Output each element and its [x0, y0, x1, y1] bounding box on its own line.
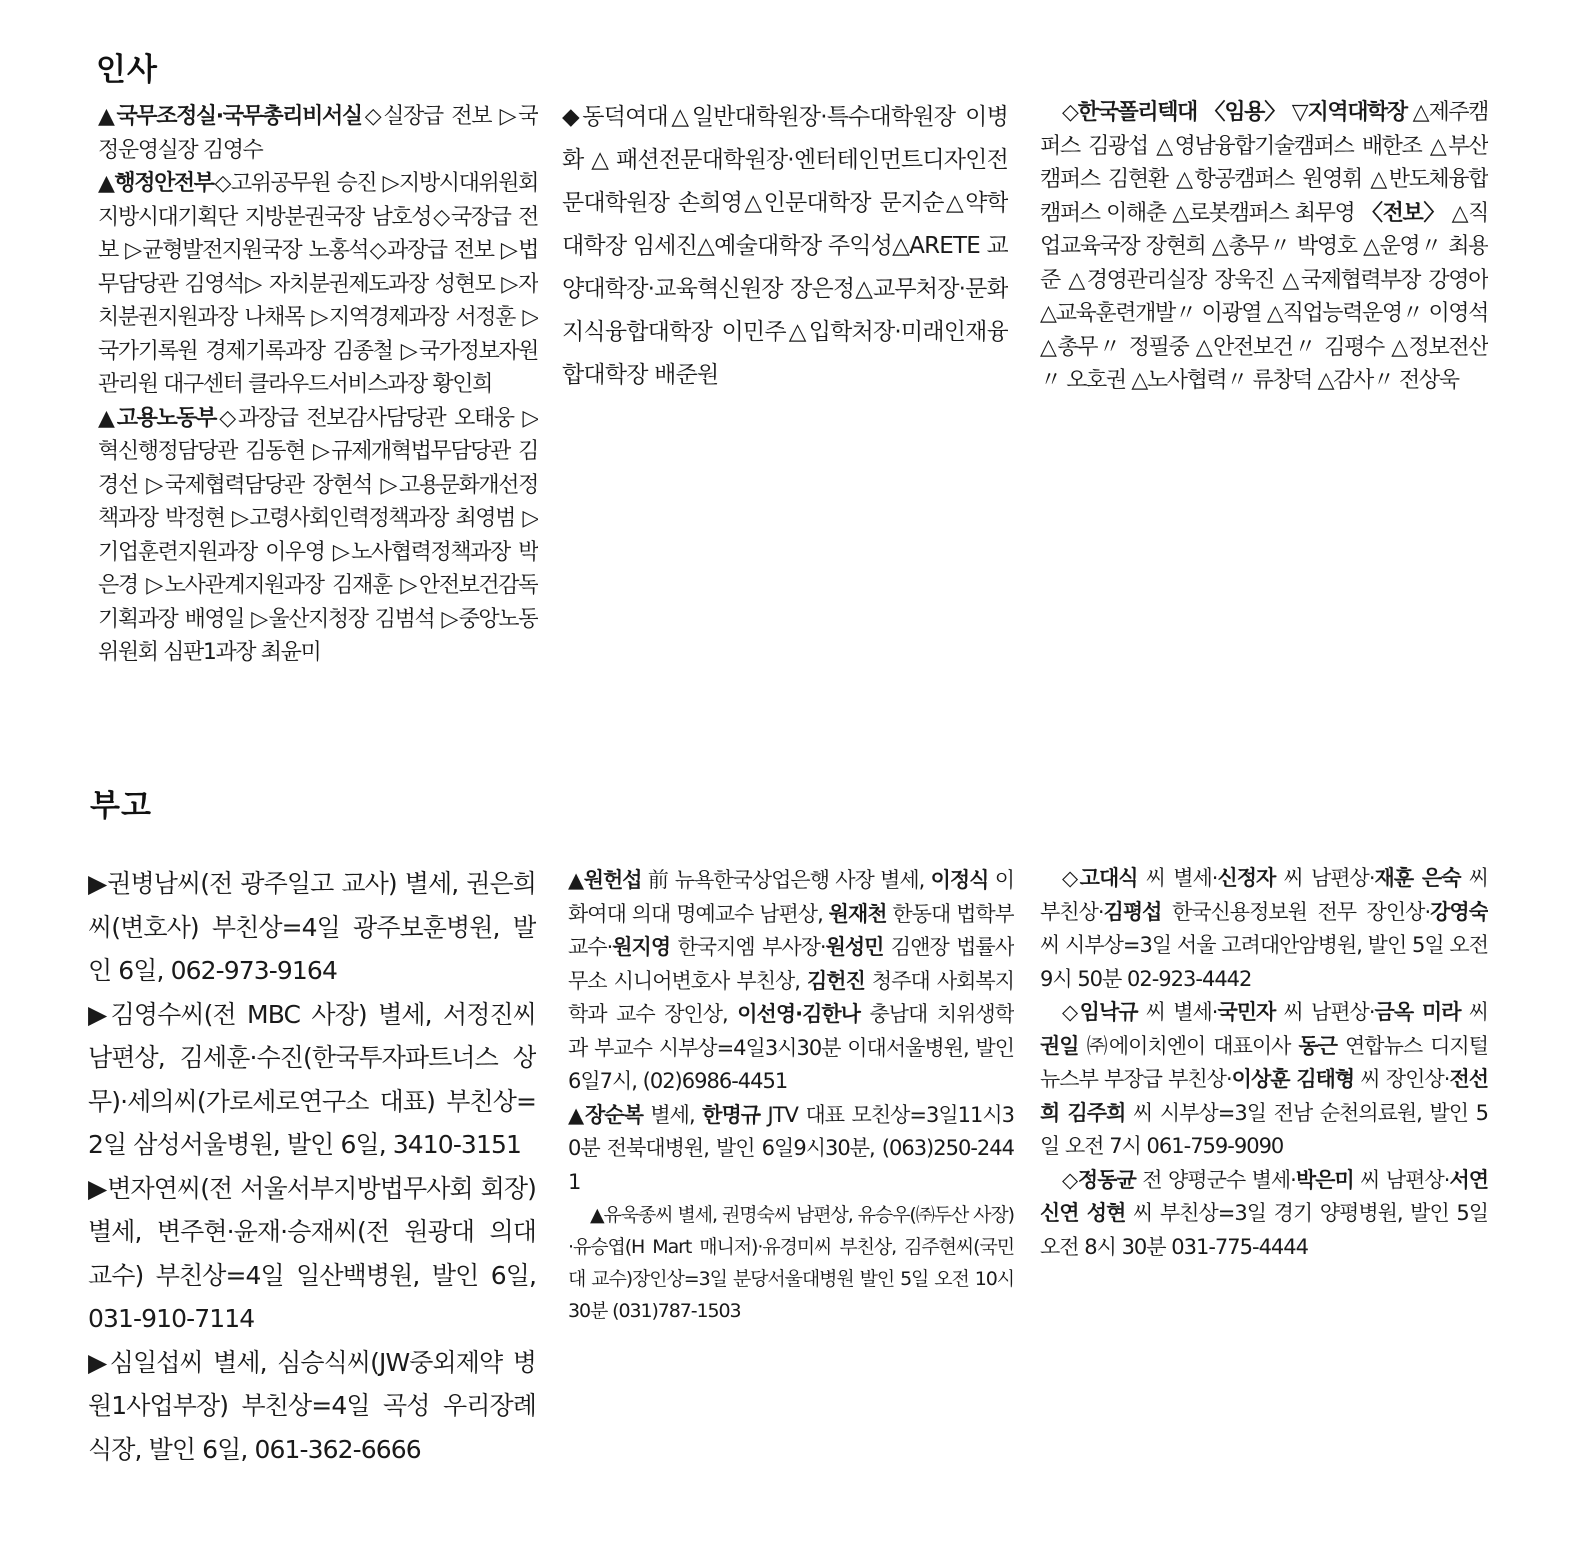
insa-entry [98, 402, 538, 670]
bugo-entry [568, 864, 1014, 1099]
bugo-entry: ▶변자연씨(전 서울서부지방법무사회 회장) 별세, 변주현·윤재·승재씨(전 원광대 의대 교수) 부친상=4일 일산백병원, 발인 6일, 031-910-7114 [88, 1173, 536, 1333]
bugo-entry: ▶권병남씨(전 광주일고 교사) 별세, 권은희씨(변호사) 부친상=4일 광주보훈병원, 발인 6일, 062-973-9164 [88, 869, 536, 985]
insa-org: ▲고용노동부 [98, 405, 216, 431]
bugo-name: 이정식 [930, 868, 989, 892]
bugo-entry [1040, 1164, 1488, 1265]
bugo-name: 재훈 은숙 [1374, 866, 1461, 890]
bugo-name: 김평섭 [1103, 899, 1162, 924]
bugo-name: 원지영 [612, 935, 671, 959]
bugo-text: 씨 [1460, 1000, 1488, 1024]
bugo-name: 권일 [1040, 1033, 1079, 1058]
bugo-entry [1040, 996, 1488, 1164]
insa-body: △직업교육국장 장현희 △총무〃 박영호 △운영〃 최용준 △경영관리실장 장욱진 △국제협력부장 강영아 △교육훈련개발〃 이광열 △직업능력운영〃 이영석 △총무〃 정필중 △안전보건〃 김평수 △정보전산〃 오호권 △노사협력〃 류창덕 △감사〃 전상욱 [1040, 200, 1488, 393]
bugo-name: 국민자 [1217, 1000, 1276, 1024]
bugo-entry: ▲유욱종씨 별세, 권명숙씨 남편상, 유승우(㈜두산 사장)·유승엽(H Mart 매니저)·유경미씨 부친상, 김주현씨(국민대 교수)장인상=3일 분당서울대병원 발인 5일 오전 10시 30분 (031)787-1503 [568, 1204, 1014, 1322]
bugo-name: 전선희 김주희 [1040, 1067, 1488, 1125]
bugo-text: 씨 남편상· [1353, 1167, 1450, 1192]
bugo-name: 서연 신연 성현 [1040, 1167, 1488, 1225]
bugo-name: 이선영·김한나 [737, 1002, 860, 1026]
bugo-text: 전 양평군수 별세· [1135, 1167, 1296, 1192]
insa-column-1 [98, 100, 538, 700]
bugo-text: 씨 남편상· [1275, 866, 1375, 890]
bugo-text: 씨 남편상· [1275, 1000, 1375, 1024]
bugo-text: 이화여대 의대 명예교수 남편상, [568, 868, 1014, 926]
bugo-text: 청주대 사회복지학과 교수 장인상, [568, 968, 1014, 1026]
bugo-name: ◇고대식 [1062, 866, 1138, 890]
bugo-entry [568, 1099, 1014, 1200]
bugo-entry [1040, 862, 1488, 996]
bugo-text: 前 뉴욕한국상업은행 사장 별세, [641, 868, 931, 892]
insa-entry-dongduk: ◆동덕여대△일반대학원장·특수대학원장 이병화△패션전문대학원장·엔터테인먼트디자인전문대학원장 손희영△인문대학장 문지순△약학대학장 임세진△예술대학장 주익성△ARETE 교양대학장·교육혁신원장 장은정△교무처장·문화지식융합대학장 이민주△입학처장·미래인재융합대학장 배준원 [562, 104, 1008, 388]
bugo-name: 박은미 [1295, 1167, 1354, 1192]
bugo-text: 연합뉴스 디지털뉴스부 부장급 부친상· [1040, 1033, 1488, 1091]
section-title-insa: 인사 [96, 52, 158, 88]
bugo-text: 한국지엠 부사장· [670, 935, 826, 959]
bugo-text: 씨 별세· [1137, 866, 1218, 890]
bugo-text: 씨 부친상=3일 경기 양평병원, 발인 5일 오전 8시 30분 031-775-4444 [1040, 1201, 1488, 1259]
bugo-text: 한동대 법학부 교수· [568, 901, 1014, 959]
insa-org: ▲국무조정실·국무총리비서실 [98, 104, 362, 129]
insa-body: ◇고위공무원 승진 ▷지방시대위원회 지방시대기획단 지방분권국장 남호성◇국장급 전보 ▷균형발전지원국장 노홍석◇과장급 전보 ▷법무담당관 김영석▷ 자치분권제도과장 성현모 ▷자치분권지원과장 나채목 ▷지역경제과장 서정훈 ▷국가기록원 경제기록과장 김종철 ▷국가정보자원관리원 대구센터 클라우드서비스과장 황인희 [98, 171, 538, 397]
insa-entry [98, 100, 538, 167]
insa-org: ▲행정안전부 [98, 171, 214, 196]
insa-entry-polytech [1040, 96, 1488, 398]
bugo-name: 금옥 미라 [1374, 1000, 1461, 1024]
bugo-text: 씨 시부상=3일 서울 고려대안암병원, 발인 5일 오전 9시 50분 02-923-4442 [1040, 933, 1488, 991]
bugo-name: ◇임낙규 [1062, 1000, 1138, 1024]
bugo-name: 신정자 [1217, 866, 1276, 890]
section-title-bugo: 부고 [90, 788, 152, 824]
bugo-text: 씨 부친상· [1040, 866, 1488, 924]
insa-body: ◇실장급 전보 ▷국정운영실장 김영수 [98, 104, 538, 163]
bugo-entry: ▶김영수씨(전 MBC 사장) 별세, 서정진씨 남편상, 김세훈·수진(한국투자파트너스 상무)·세의씨(가로세로연구소 대표) 부친상=2일 삼성서울병원, 발인 6일, 3410-3151 [88, 999, 536, 1159]
insa-column-2 [562, 96, 1008, 442]
insa-entry [98, 167, 538, 402]
bugo-name: 강영숙 [1430, 899, 1488, 924]
bugo-text: 김앤장 법률사무소 시니어변호사 부친상, [568, 935, 1014, 993]
bugo-column-2 [568, 864, 1014, 1364]
bugo-name: 원성민 [825, 935, 884, 959]
insa-body: △제주캠퍼스 김광섭 △영남융합기술캠퍼스 배한조 △부산캠퍼스 김현환 △항공캠퍼스 원영휘 △반도체융합캠퍼스 이해춘 △로봇캠퍼스 최무영 [1040, 100, 1488, 226]
insa-head: ◇한국폴리텍대 〈임용〉 ▽지역대학장 [1062, 100, 1407, 125]
bugo-name: 김헌진 [807, 968, 865, 993]
bugo-entry: ▶심일섭씨 별세, 심승식씨(JW중외제약 병원1사업부장) 부친상=4일 곡성 우리장례식장, 발인 6일, 061-362-6666 [88, 1347, 536, 1464]
insa-body: ◇과장급 전보감사담당관 오태웅 ▷혁신행정담당관 김동현 ▷규제개혁법무담당관 김경선 ▷국제협력담당관 장현석 ▷고용문화개선정책과장 박정현 ▷고령사회인력정책과장 최영범 ▷기업훈련지원과장 이우영 ▷노사협력정책과장 박은경 ▷노사관계지원과장 김재훈 ▷안전보건감독기획과장 배영일 ▷울산지청장 김범석 ▷중앙노동위원회 심판1과장 최윤미 [98, 405, 538, 665]
bugo-text: 한국신용정보원 전무 장인상· [1161, 899, 1431, 924]
bugo-name: 한명규 [702, 1102, 761, 1127]
bugo-text: 씨 장인상· [1354, 1067, 1450, 1091]
bugo-name: ▲장순복 [568, 1102, 643, 1127]
bugo-name: 동근 [1298, 1033, 1338, 1058]
bugo-text: 별세, [642, 1102, 703, 1127]
insa-head: 〈전보〉 [1360, 200, 1445, 226]
bugo-name: 원재천 [828, 901, 887, 926]
bugo-name: ◇정동균 [1062, 1167, 1136, 1192]
bugo-name: ▲원헌섭 [568, 868, 642, 892]
bugo-text: JTV 대표 모친상=3일11시30분 전북대병원, 발인 6일9시30분, (063)250-2441 [568, 1102, 1014, 1194]
bugo-text: 씨 별세· [1137, 1000, 1218, 1024]
bugo-column-3 [1040, 862, 1488, 1332]
bugo-name: 이상훈 김태형 [1231, 1067, 1355, 1091]
bugo-text: 씨 시부상=3일 전남 순천의료원, 발인 5일 오전 7시 061-759-9090 [1040, 1100, 1488, 1158]
bugo-text: 충남대 치위생학과 부교수 시부상=4일3시30분 이대서울병원, 발인 6일7시, (02)6986-4451 [568, 1002, 1014, 1093]
insa-column-3 [1040, 96, 1488, 416]
bugo-column-1 [88, 862, 536, 1526]
bugo-text: ㈜에이치엔이 대표이사 [1078, 1033, 1299, 1058]
